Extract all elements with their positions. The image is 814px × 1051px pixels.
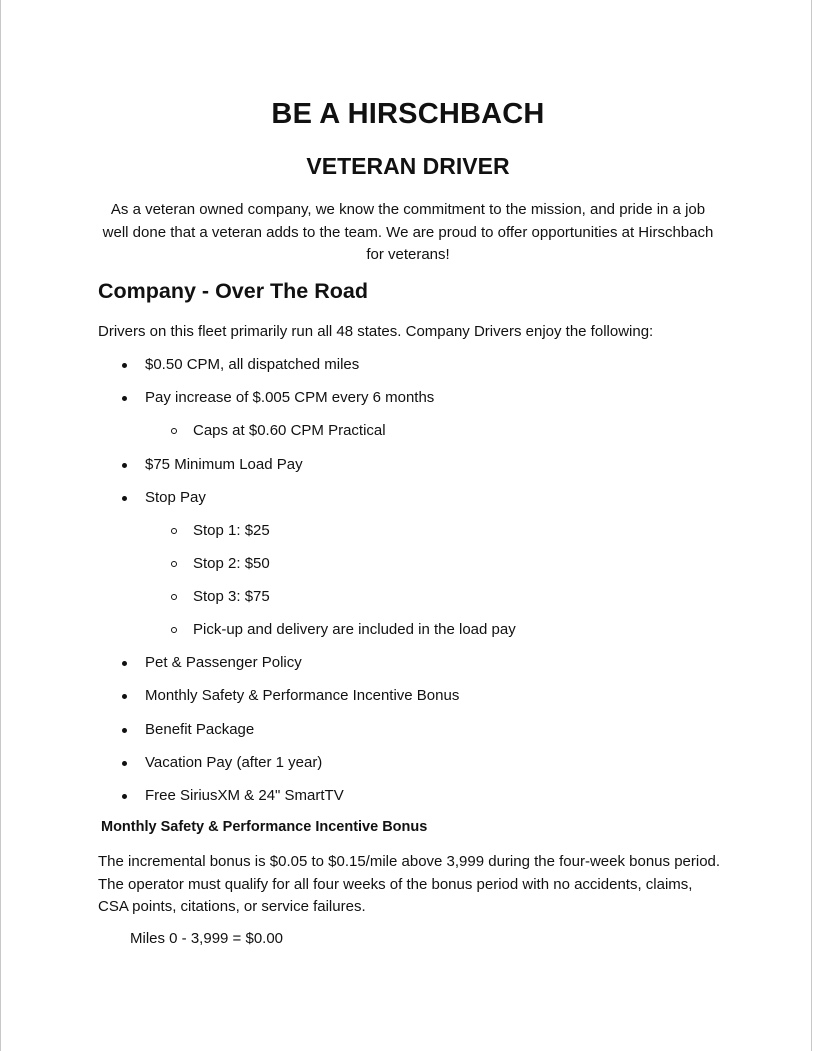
hollow-bullet-icon (171, 594, 177, 600)
section-heading: Company - Over The Road (98, 279, 368, 303)
section-description: Drivers on this fleet primarily run all 48 states. Company Drivers enjoy the following: (98, 323, 654, 340)
sub-list-item: Stop 3: $75 (193, 587, 270, 607)
list-item: Pet & Passenger Policy (145, 653, 302, 673)
list-item: Vacation Pay (after 1 year) (145, 753, 322, 773)
bullet-icon (122, 761, 127, 766)
sub-list-item: Pick-up and delivery are included in the load pay (193, 620, 516, 640)
sub-list-item: Caps at $0.60 CPM Practical (193, 421, 386, 441)
sub-list-item: Stop 2: $50 (193, 554, 270, 574)
bonus-heading: Monthly Safety & Performance Incentive Bonus (101, 819, 428, 835)
list-item: $0.50 CPM, all dispatched miles (145, 355, 359, 375)
page-title: BE A HIRSCHBACH (271, 98, 545, 130)
page-subtitle: VETERAN DRIVER (306, 153, 510, 179)
bullet-icon (122, 496, 127, 501)
hollow-bullet-icon (171, 528, 177, 534)
hollow-bullet-icon (171, 627, 177, 633)
bullet-icon (122, 363, 127, 368)
bullet-icon (122, 661, 127, 666)
bullet-icon (122, 463, 127, 468)
hollow-bullet-icon (171, 428, 177, 434)
intro-paragraph: As a veteran owned company, we know the commitment to the mission, and pride in a job well done that a veteran adds to the team. We are proud to offer opportunities at Hirschbach for veterans! (102, 201, 714, 263)
bonus-description: The incremental bonus is $0.05 to $0.15/mile above 3,999 during the four-week bonus period. The operator must qualify for all four weeks of the bonus period with no accidents, claims, CSA points, citations, or service failures. (98, 853, 721, 915)
bullet-icon (122, 794, 127, 799)
list-item: Benefit Package (145, 720, 254, 740)
list-item: Stop Pay (145, 488, 206, 508)
bullet-icon (122, 728, 127, 733)
bonus-tier-row: Miles 0 - 3,999 = $0.00 (130, 930, 284, 947)
sub-list-item: Stop 1: $25 (193, 521, 270, 541)
list-item: Pay increase of $.005 CPM every 6 months (145, 388, 434, 408)
list-item: Free SiriusXM & 24" SmartTV (145, 786, 344, 806)
list-item: Monthly Safety & Performance Incentive Bonus (145, 686, 459, 706)
list-item: $75 Minimum Load Pay (145, 455, 303, 475)
hollow-bullet-icon (171, 561, 177, 567)
bullet-icon (122, 396, 127, 401)
bullet-icon (122, 694, 127, 699)
